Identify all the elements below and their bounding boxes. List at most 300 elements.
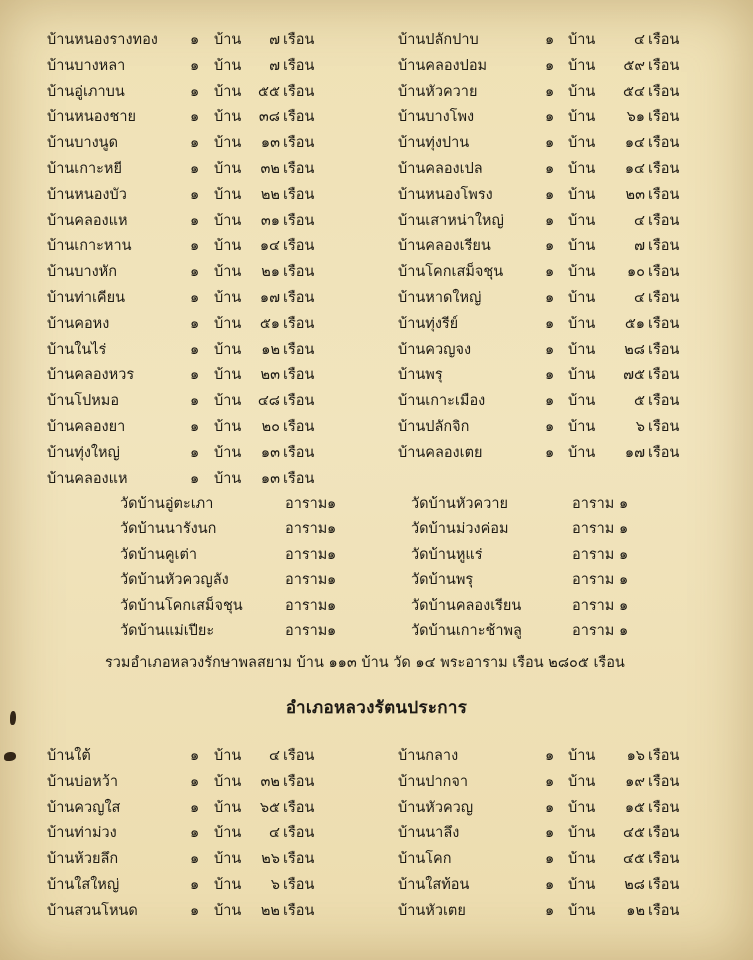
village-name: บ้านเกาะหาน [47, 238, 132, 255]
village-count: ๑ [190, 160, 200, 177]
village-count: ๑ [545, 773, 555, 790]
village-unit: บ้าน [214, 32, 242, 48]
house-unit: เรือน [283, 876, 315, 893]
village-unit: บ้าน [568, 799, 596, 816]
house-count: ๔ [634, 32, 645, 48]
temple-name: วัดบ้านพรุ [411, 572, 474, 589]
house-unit: เรือน [283, 32, 315, 48]
house-count: ๑๓ [260, 470, 280, 487]
village-count: ๑ [190, 238, 200, 255]
village-unit: บ้าน [214, 393, 242, 410]
village-name: บ้านสวนโหนด [47, 902, 138, 919]
house-count: ๒๘ [624, 876, 645, 893]
house-count: ๗ [269, 57, 280, 74]
village-name: บ้านควญใส [47, 799, 121, 816]
village-count: ๑ [190, 876, 200, 893]
house-unit: เรือน [648, 238, 680, 255]
village-count: ๑ [545, 393, 555, 410]
house-unit: เรือน [648, 902, 680, 919]
village-name: บ้านหนองรางทอง [47, 32, 158, 48]
house-unit: เรือน [648, 83, 680, 100]
village-unit: บ้าน [568, 135, 596, 152]
village-count: ๑ [545, 367, 555, 384]
village-unit: บ้าน [214, 315, 242, 332]
village-unit: บ้าน [214, 186, 242, 203]
village-row [0, 291, 753, 317]
temple-name: วัดบ้านคลองเรียน [411, 597, 522, 614]
temple-name: วัดบ้านหัวควญลัง [120, 572, 229, 589]
temple-name: วัดบ้านโคกเสม็จชุน [120, 597, 243, 614]
village-count: ๑ [190, 83, 200, 100]
temple-name: วัดบ้านหูแร่ [411, 546, 483, 563]
village-name: บ้านนาลึง [398, 825, 460, 842]
house-unit: เรือน [283, 799, 315, 816]
village-name: บ้านหาดใหญ่ [398, 289, 482, 306]
house-count: ๒๐ [261, 418, 280, 435]
village-name: บ้านคลองยา [47, 418, 126, 435]
village-name: บ้านคอหง [47, 315, 110, 332]
house-unit: เรือน [283, 186, 315, 203]
village-unit: บ้าน [214, 799, 242, 816]
temple-count: ๑ [619, 521, 629, 538]
village-name: บ้านคลองเปล [398, 160, 483, 177]
temple-unit: อาราม [285, 546, 328, 563]
village-unit: บ้าน [214, 212, 242, 229]
village-count: ๑ [190, 851, 200, 868]
house-count: ๕๔ [623, 83, 645, 100]
house-unit: เรือน [283, 470, 315, 487]
village-row [0, 852, 753, 878]
village-name: บ้านโคก [398, 851, 452, 868]
village-unit: บ้าน [214, 109, 242, 126]
temple-count: ๑ [327, 572, 337, 589]
house-unit: เรือน [648, 367, 680, 384]
house-unit: เรือน [648, 186, 680, 203]
village-name: บ้านควญจง [398, 341, 472, 358]
village-unit: บ้าน [214, 83, 242, 100]
house-unit: เรือน [648, 289, 680, 306]
house-count: ๕๕ [258, 83, 280, 100]
house-unit: เรือน [283, 367, 315, 384]
village-row [0, 749, 753, 775]
house-unit: เรือน [648, 264, 680, 281]
house-count: ๑๗ [259, 289, 280, 306]
village-count: ๑ [545, 289, 555, 306]
village-name: บ้านบ่อหว้า [47, 773, 119, 790]
village-count: ๑ [545, 851, 555, 868]
house-unit: เรือน [648, 315, 680, 332]
temple-unit: อาราม [285, 496, 328, 512]
house-unit: เรือน [283, 160, 315, 177]
temple-count: ๑ [327, 521, 337, 538]
village-row [0, 368, 753, 394]
village-name: บ้านใสใหญ่ [47, 876, 120, 893]
village-row [0, 110, 753, 136]
village-count: ๑ [190, 315, 200, 332]
temple-count: ๑ [619, 546, 629, 563]
village-unit: บ้าน [568, 341, 596, 358]
house-unit: เรือน [283, 748, 315, 764]
village-unit: บ้าน [214, 902, 242, 919]
ink-mark-1 [10, 711, 16, 725]
temple-unit: อาราม [572, 546, 615, 563]
village-name: บ้านห้วยลึก [47, 851, 119, 868]
village-count: ๑ [545, 418, 555, 435]
village-count: ๑ [190, 264, 200, 281]
house-unit: เรือน [283, 341, 315, 358]
temple-unit: อาราม [285, 572, 328, 589]
house-count: ๔ [634, 289, 645, 306]
house-unit: เรือน [283, 393, 315, 410]
house-count: ๕๑ [259, 315, 280, 332]
village-count: ๑ [545, 799, 555, 816]
village-name: บ้านหัวควญ [398, 799, 474, 816]
house-unit: เรือน [283, 109, 315, 126]
village-name: บ้านคลองเรียน [398, 238, 491, 255]
village-name: บ้านบางโพง [398, 109, 475, 126]
house-count: ๑๔ [624, 135, 645, 152]
house-unit: เรือน [648, 876, 680, 893]
house-count: ๑๔ [259, 238, 280, 255]
village-unit: บ้าน [214, 748, 242, 764]
village-count: ๑ [190, 367, 200, 384]
village-unit: บ้าน [568, 393, 596, 410]
house-unit: เรือน [283, 83, 315, 100]
village-count: ๑ [545, 264, 555, 281]
village-count: ๑ [190, 773, 200, 790]
village-name: บ้านกลาง [398, 748, 459, 764]
temple-unit: อาราม [285, 521, 328, 538]
village-unit: บ้าน [214, 341, 242, 358]
village-unit: บ้าน [568, 367, 596, 384]
house-unit: เรือน [648, 773, 680, 790]
house-count: ๖๕ [259, 799, 280, 816]
temple-count: ๑ [327, 546, 337, 563]
village-count: ๑ [190, 212, 200, 229]
temple-count: ๑ [619, 622, 629, 639]
house-count: ๔๕ [623, 825, 645, 842]
village-unit: บ้าน [568, 902, 596, 919]
village-name: บ้านหนองชาย [47, 109, 136, 126]
house-count: ๒๓ [625, 186, 645, 203]
house-unit: เรือน [283, 444, 315, 461]
village-count: ๑ [545, 83, 555, 100]
village-row [0, 775, 753, 801]
village-row [0, 826, 753, 852]
village-name: บ้านคลองเตย [398, 444, 483, 461]
village-name: บ้านพรุ [398, 367, 443, 384]
house-count: ๓๒ [260, 773, 280, 790]
village-name: บ้านใต้ [47, 748, 91, 764]
village-row [0, 85, 753, 111]
village-row [0, 343, 753, 369]
village-count: ๑ [190, 186, 200, 203]
house-count: ๑๕ [624, 799, 645, 816]
temple-count: ๑ [619, 597, 629, 614]
district-summary: รวมอำเภอหลวงรักษาพลสยาม บ้าน ๑๑๓ บ้าน วัด ๑๔ พระอาราม เรือน ๒๘๐๕ เรือน [105, 655, 625, 671]
village-count: ๑ [545, 876, 555, 893]
village-name: บ้านหนองบัว [47, 186, 127, 203]
house-unit: เรือน [283, 238, 315, 255]
village-row [0, 33, 753, 59]
village-unit: บ้าน [214, 289, 242, 306]
house-unit: เรือน [283, 57, 315, 74]
house-count: ๗ [269, 32, 280, 48]
village-unit: บ้าน [214, 470, 242, 487]
village-count: ๑ [545, 748, 555, 764]
house-count: ๑๙ [625, 773, 645, 790]
house-count: ๔ [269, 748, 280, 764]
house-unit: เรือน [648, 109, 680, 126]
temple-name: วัดบ้านอู่ตะเภา [120, 496, 214, 512]
village-name: บ้านใสท้อน [398, 876, 470, 893]
village-unit: บ้าน [568, 773, 596, 790]
house-count: ๑๗ [624, 444, 645, 461]
house-unit: เรือน [648, 393, 680, 410]
village-name: บ้านทุ่งรีย์ [398, 315, 459, 332]
house-unit: เรือน [283, 773, 315, 790]
village-unit: บ้าน [568, 748, 596, 764]
village-unit: บ้าน [214, 825, 242, 842]
temple-name: วัดบ้านม่วงค่อม [411, 521, 509, 538]
village-count: ๑ [190, 57, 200, 74]
village-unit: บ้าน [568, 32, 596, 48]
village-unit: บ้าน [214, 851, 242, 868]
village-count: ๑ [545, 825, 555, 842]
village-count: ๑ [545, 315, 555, 332]
house-unit: เรือน [283, 825, 315, 842]
house-unit: เรือน [648, 748, 680, 764]
village-count: ๑ [190, 109, 200, 126]
house-count: ๓๑ [260, 212, 280, 229]
village-count: ๑ [190, 418, 200, 435]
village-count: ๑ [190, 393, 200, 410]
house-count: ๕ [634, 393, 645, 410]
village-unit: บ้าน [568, 289, 596, 306]
house-count: ๒๘ [624, 341, 645, 358]
temple-unit: อาราม [572, 622, 615, 639]
village-name: บ้านในไร่ [47, 341, 107, 358]
village-name: บ้านหนองโพรง [398, 186, 493, 203]
village-name: บ้านทุ่งใหญ่ [47, 444, 120, 461]
temple-name: วัดบ้านคูเต่า [120, 546, 198, 563]
village-list-section-1 [0, 33, 753, 497]
village-unit: บ้าน [214, 876, 242, 893]
village-name: บ้านปลักจิก [398, 418, 470, 435]
village-count: ๑ [545, 160, 555, 177]
village-unit: บ้าน [568, 212, 596, 229]
house-unit: เรือน [283, 135, 315, 152]
village-unit: บ้าน [214, 264, 242, 281]
village-row [0, 878, 753, 904]
temple-unit: อาราม [285, 622, 328, 639]
house-unit: เรือน [283, 264, 315, 281]
temple-unit: อาราม [285, 597, 328, 614]
village-name: บ้านท่าม่วง [47, 825, 117, 842]
village-row [0, 446, 753, 472]
village-unit: บ้าน [214, 238, 242, 255]
village-unit: บ้าน [214, 57, 242, 74]
house-count: ๒๒ [260, 902, 280, 919]
house-count: ๑๓ [260, 444, 280, 461]
village-name: บ้านคลองแห [47, 212, 128, 229]
village-row [0, 801, 753, 827]
village-row [0, 136, 753, 162]
house-count: ๓๒ [260, 160, 280, 177]
temple-unit: อาราม [572, 521, 615, 538]
village-name: บ้านเกาะหยี [47, 160, 122, 177]
village-count: ๑ [545, 341, 555, 358]
village-count: ๑ [190, 748, 200, 764]
temple-count: ๑ [327, 496, 337, 512]
village-name: บ้านคลองแห [47, 470, 128, 487]
house-count: ๒๑ [261, 264, 280, 281]
village-row [0, 265, 753, 291]
village-count: ๑ [545, 212, 555, 229]
village-count: ๑ [545, 32, 555, 48]
village-row [0, 394, 753, 420]
house-count: ๒๖ [261, 851, 280, 868]
village-row [0, 162, 753, 188]
village-name: บ้านท่าเคียน [47, 289, 126, 306]
village-unit: บ้าน [568, 444, 596, 461]
house-count: ๑๒ [626, 902, 645, 919]
house-count: ๗๕ [623, 367, 645, 384]
village-unit: บ้าน [568, 851, 596, 868]
village-count: ๑ [190, 825, 200, 842]
village-count: ๑ [545, 444, 555, 461]
village-name: บ้านหัวควาย [398, 83, 478, 100]
village-unit: บ้าน [568, 264, 596, 281]
house-count: ๓๘ [258, 109, 280, 126]
village-count: ๑ [545, 109, 555, 126]
house-count: ๒๓ [260, 367, 280, 384]
house-unit: เรือน [648, 57, 680, 74]
village-count: ๑ [545, 186, 555, 203]
village-count: ๑ [190, 341, 200, 358]
village-list-section-2 [0, 749, 753, 930]
house-unit: เรือน [283, 851, 315, 868]
village-count: ๑ [190, 289, 200, 306]
temple-unit: อาราม [572, 572, 615, 589]
house-unit: เรือน [648, 799, 680, 816]
house-unit: เรือน [283, 418, 315, 435]
village-row [0, 214, 753, 240]
village-unit: บ้าน [568, 109, 596, 126]
temple-name: วัดบ้านนารังนก [120, 521, 217, 538]
temple-row [0, 619, 753, 644]
village-row [0, 239, 753, 265]
house-count: ๔ [269, 825, 280, 842]
village-count: ๑ [545, 135, 555, 152]
village-count: ๑ [545, 238, 555, 255]
house-count: ๕๑ [624, 315, 645, 332]
temple-name: วัดบ้านแม่เปียะ [120, 622, 215, 639]
village-count: ๑ [190, 444, 200, 461]
village-name: บ้านปากจา [398, 773, 469, 790]
house-unit: เรือน [648, 32, 680, 48]
house-count: ๖ [635, 418, 645, 435]
village-count: ๑ [190, 32, 200, 48]
village-unit: บ้าน [214, 418, 242, 435]
house-unit: เรือน [648, 341, 680, 358]
temple-row [0, 594, 753, 619]
house-unit: เรือน [648, 135, 680, 152]
village-row [0, 188, 753, 214]
house-count: ๔ [634, 212, 645, 229]
temple-row [0, 568, 753, 593]
village-unit: บ้าน [568, 315, 596, 332]
village-name: บ้านปลักปาบ [398, 32, 479, 48]
village-name: บ้านคลองปอม [398, 57, 488, 74]
temple-count: ๑ [327, 622, 337, 639]
house-count: ๑๒ [261, 341, 280, 358]
house-unit: เรือน [648, 851, 680, 868]
temple-unit: อาราม [572, 597, 615, 614]
village-row [0, 59, 753, 85]
house-count: ๑๓ [260, 135, 280, 152]
house-unit: เรือน [648, 444, 680, 461]
village-row [0, 420, 753, 446]
house-unit: เรือน [283, 315, 315, 332]
house-unit: เรือน [283, 212, 315, 229]
temple-name: วัดบ้านหัวควาย [411, 496, 508, 512]
village-name: บ้านอู่เภาบน [47, 83, 125, 100]
village-name: บ้านเกาะเมือง [398, 393, 486, 410]
house-unit: เรือน [283, 902, 315, 919]
village-count: ๑ [545, 902, 555, 919]
village-name: บ้านหัวเตย [398, 902, 466, 919]
house-count: ๖ [270, 876, 280, 893]
district-heading: อำเภอหลวงรัตนประการ [285, 698, 468, 718]
house-unit: เรือน [283, 289, 315, 306]
village-row [0, 317, 753, 343]
village-name: บ้านทุ่งปาน [398, 135, 470, 152]
temple-unit: อาราม [572, 496, 615, 512]
temple-name: วัดบ้านเกาะช้าพลู [411, 622, 522, 639]
house-unit: เรือน [648, 212, 680, 229]
temple-count: ๑ [619, 496, 629, 512]
village-unit: บ้าน [568, 83, 596, 100]
village-unit: บ้าน [214, 367, 242, 384]
temple-row [0, 543, 753, 568]
village-count: ๑ [545, 57, 555, 74]
temple-row [0, 492, 753, 517]
village-count: ๑ [190, 135, 200, 152]
village-unit: บ้าน [568, 238, 596, 255]
village-unit: บ้าน [214, 135, 242, 152]
house-count: ๔๘ [257, 393, 280, 410]
house-count: ๒๒ [260, 186, 280, 203]
village-name: บ้านคลองหวร [47, 367, 135, 384]
village-unit: บ้าน [568, 876, 596, 893]
village-unit: บ้าน [214, 773, 242, 790]
village-name: บ้านโปหมอ [47, 393, 120, 410]
village-unit: บ้าน [568, 418, 596, 435]
temple-list [0, 492, 753, 644]
temple-row [0, 517, 753, 542]
ink-mark-2 [4, 752, 16, 761]
village-count: ๑ [190, 470, 200, 487]
village-count: ๑ [190, 902, 200, 919]
house-count: ๕๙ [623, 57, 645, 74]
house-unit: เรือน [648, 160, 680, 177]
house-count: ๖๑ [626, 109, 645, 126]
village-unit: บ้าน [214, 444, 242, 461]
village-name: บ้านบางหลา [47, 57, 126, 74]
village-unit: บ้าน [568, 160, 596, 177]
village-unit: บ้าน [214, 160, 242, 177]
